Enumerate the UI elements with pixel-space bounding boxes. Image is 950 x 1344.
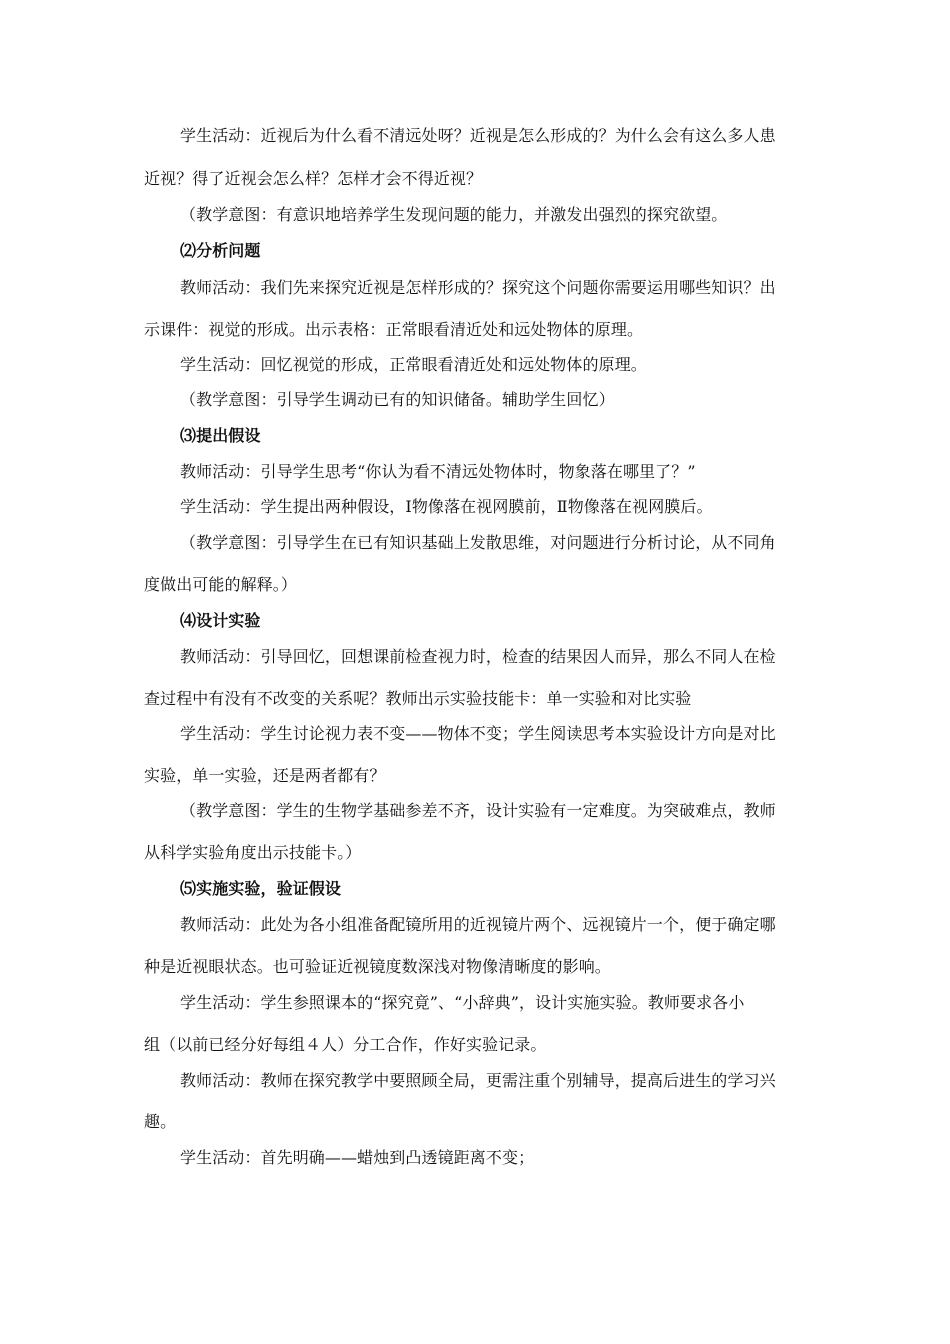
paragraph-line: 示课件：视觉的形成。出示表格：正常眼看清近处和远处物体的原理。 (144, 320, 644, 339)
paragraph-line: 近视？得了近视会怎么样？怎样才会不得近视？ (144, 169, 483, 188)
paragraph-line: 学生活动：学生提出两种假设，Ⅰ物像落在视网膜前，Ⅱ物像落在视网膜后。 (180, 497, 713, 516)
paragraph-line: （教学意图：有意识地培养学生发现问题的能力，并激发出强烈的探究欲望。 (180, 205, 728, 224)
paragraph-line: 学生活动：学生讨论视力表不变——物体不变；学生阅读思考本实验设计方向是对比 (180, 724, 776, 743)
paragraph-line: 实验，单一实验，还是两者都有？ (144, 766, 386, 785)
paragraph-line: （教学意图：引导学生调动已有的知识储备。辅助学生回忆） (180, 390, 615, 409)
paragraph-line: 种是近视眼状态。也可验证近视镜度数深浅对物像清晰度的影响。 (144, 957, 611, 976)
section-heading: ⑸实施实验，验证假设 (180, 879, 342, 898)
paragraph-line: 教师活动：我们先来探究近视是怎样形成的？探究这个问题你需要运用哪些知识？出 (180, 278, 776, 297)
paragraph-line: 查过程中有没有不改变的关系呢？教师出示实验技能卡：单一实验和对比实验 (144, 689, 692, 708)
paragraph-line: （教学意图：学生的生物学基础参差不齐，设计实验有一定难度。为突破难点，教师 (180, 801, 776, 820)
paragraph-line: 学生活动：回忆视觉的形成，正常眼看清近处和远处物体的原理。 (180, 355, 647, 374)
paragraph-line: 教师活动：引导学生思考“你认为看不清远处物体时，物象落在哪里了？” (180, 462, 696, 481)
section-heading: ⑵分析问题 (180, 241, 261, 260)
paragraph-line: 度做出可能的解释。） (144, 575, 298, 594)
paragraph-line: 教师活动：此处为各小组准备配镜所用的近视镜片两个、远视镜片一个，便于确定哪 (180, 915, 776, 934)
paragraph-line: （教学意图：引导学生在已有知识基础上发散思维，对问题进行分析讨论，从不同角 (180, 533, 776, 552)
paragraph-line: 趣。 (144, 1112, 177, 1131)
paragraph-line: 学生活动：学生参照课本的“探究竟”、“小辞典”，设计实施实验。教师要求各小 (180, 993, 745, 1012)
paragraph-line: 学生活动：首先明确——蜡烛到凸透镜距离不变； (180, 1148, 535, 1167)
section-heading: ⑶提出假设 (180, 426, 261, 445)
paragraph-line: 从科学实验角度出示技能卡。） (144, 843, 362, 862)
paragraph-line: 教师活动：教师在探究教学中要照顾全局，更需注重个别辅导，提高后进生的学习兴 (180, 1071, 776, 1090)
paragraph-line: 学生活动：近视后为什么看不清远处呀？近视是怎么形成的？为什么会有这么多人患 (180, 126, 776, 145)
paragraph-line: 组（以前已经分好每组４人）分工合作，作好实验记录。 (144, 1035, 547, 1054)
paragraph-line: 教师活动：引导回忆，回想课前检查视力时，检查的结果因人而异，那么不同人在检 (180, 647, 776, 666)
section-heading: ⑷设计实验 (180, 611, 261, 630)
